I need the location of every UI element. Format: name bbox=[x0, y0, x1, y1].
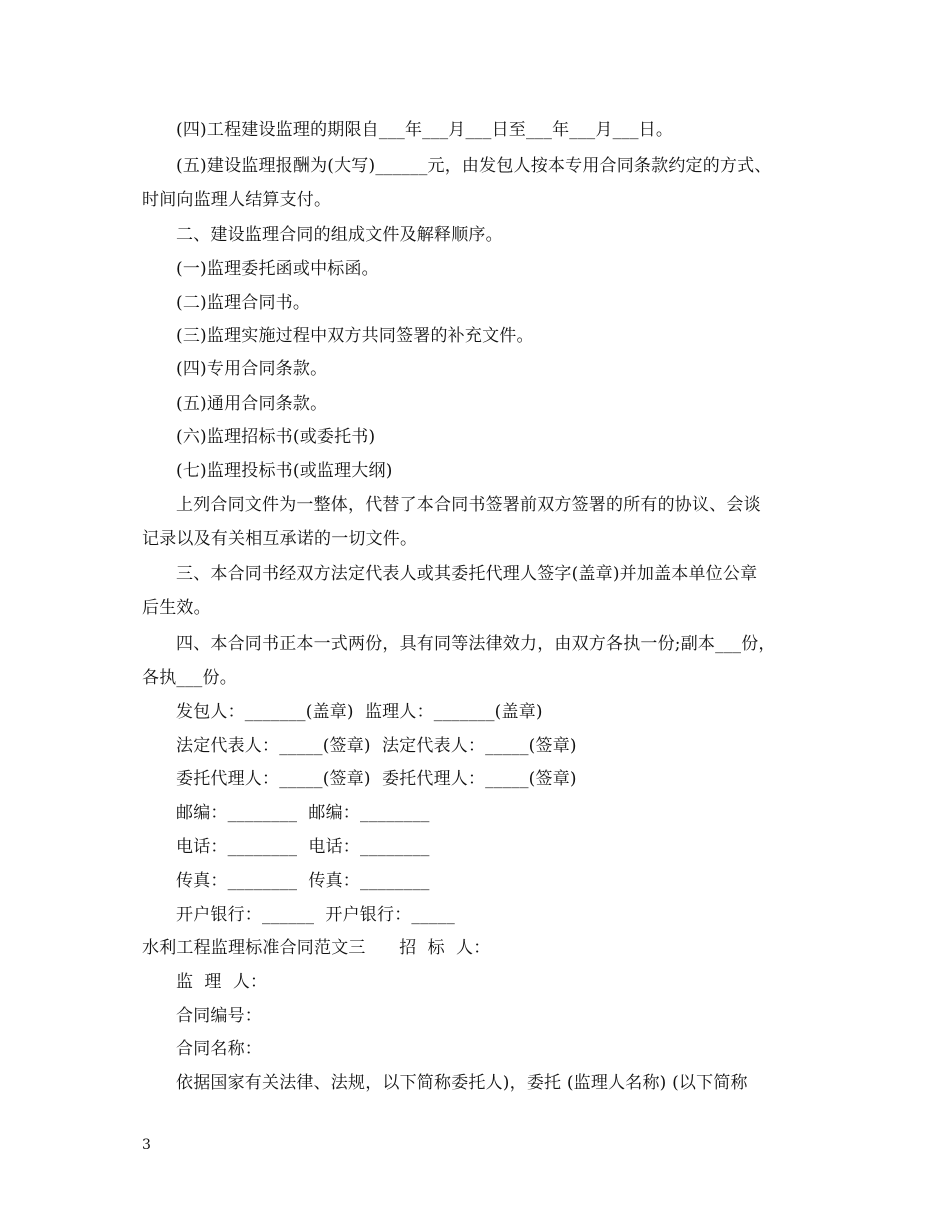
text-line-18: 发包人：_______(盖章) 监理人：_______(盖章) bbox=[176, 702, 543, 722]
text-line-29: 依据国家有关法律、法规，以下简称委托人)，委托 (监理人名称) (以下简称 bbox=[176, 1073, 748, 1093]
text-line-23: 传真：________ 传真：________ bbox=[176, 871, 430, 891]
text-line-26: 监 理 人： bbox=[176, 972, 268, 992]
text-line-1: (四)工程建设监理的期限自___年___月___日至___年___月___日。 bbox=[176, 120, 674, 140]
text-line-14: 三、本合同书经双方法定代表人或其委托代理人签字(盖章)并加盖本单位公章 bbox=[176, 564, 758, 584]
text-line-28: 合同名称： bbox=[176, 1039, 262, 1059]
text-line-27: 合同编号： bbox=[176, 1006, 262, 1026]
text-line-25: 水利工程监理标准合同范文三 招 标 人： bbox=[142, 938, 491, 958]
text-line-17: 各执___份。 bbox=[142, 668, 237, 688]
page-number: 3 bbox=[142, 1137, 151, 1153]
text-line-20: 委托代理人：_____(签章) 委托代理人：_____(签章) bbox=[176, 769, 577, 789]
text-line-19: 法定代表人：_____(签章) 法定代表人：_____(签章) bbox=[176, 736, 577, 756]
text-line-24: 开户银行：______ 开户银行：_____ bbox=[176, 905, 455, 925]
text-line-6: (二)监理合同书。 bbox=[176, 293, 311, 313]
text-line-4: 二、建设监理合同的组成文件及解释顺序。 bbox=[176, 225, 503, 245]
text-line-12: 上列合同文件为一整体，代替了本合同书签署前双方签署的所有的协议、会谈 bbox=[176, 495, 761, 515]
text-line-3: 时间向监理人结算支付。 bbox=[142, 190, 332, 210]
text-line-15: 后生效。 bbox=[142, 598, 211, 618]
text-line-10: (六)监理招标书(或委托书) bbox=[176, 427, 376, 447]
text-line-9: (五)通用合同条款。 bbox=[176, 394, 328, 414]
text-line-21: 邮编：________ 邮编：________ bbox=[176, 803, 430, 823]
text-line-7: (三)监理实施过程中双方共同签署的补充文件。 bbox=[176, 326, 534, 346]
text-line-16: 四、本合同书正本一式两份，具有同等法律效力，由双方各执一份;副本___份， bbox=[176, 634, 776, 654]
text-line-8: (四)专用合同条款。 bbox=[176, 359, 328, 379]
text-line-2: (五)建设监理报酬为(大写)______元，由发包人按本专用合同条款约定的方式、 bbox=[176, 156, 772, 176]
text-line-22: 电话：________ 电话：________ bbox=[176, 837, 430, 857]
text-line-5: (一)监理委托函或中标函。 bbox=[176, 259, 379, 279]
text-line-11: (七)监理投标书(或监理大纲) bbox=[176, 461, 393, 481]
text-line-13: 记录以及有关相互承诺的一切文件。 bbox=[142, 529, 418, 549]
